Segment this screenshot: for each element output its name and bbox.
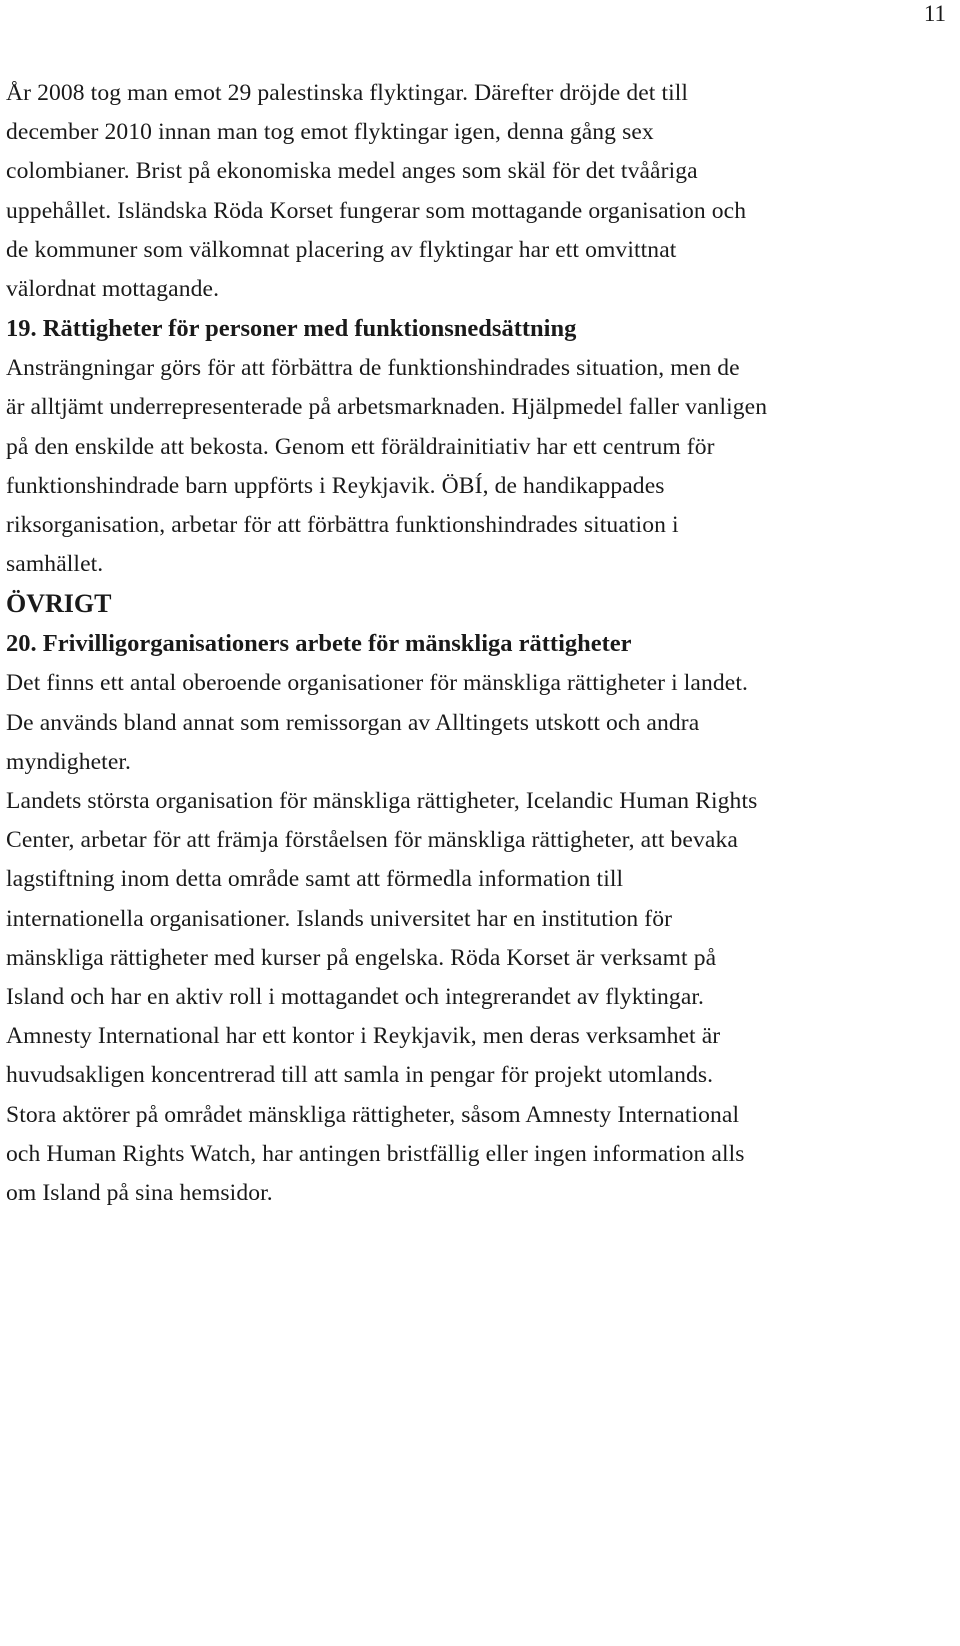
heading-ovrigt: ÖVRIGT bbox=[6, 589, 112, 619]
text-line: Center, arbetar för att främja förståelsen för mänskliga rättigheter, att bevaka bbox=[6, 827, 738, 854]
text-line: internationella organisationer. Islands universitet har en institution för bbox=[6, 905, 673, 932]
text-line: samhället. bbox=[6, 551, 104, 578]
heading-section-20: 20. Frivilligorganisationers arbete för mänskliga rättigheter bbox=[6, 630, 632, 658]
text-line: De används bland annat som remissorgan av Alltingets utskott och andra bbox=[6, 709, 700, 736]
text-line: Island och har en aktiv roll i mottagandet och integrerandet av flyktingar. bbox=[6, 984, 705, 1011]
text-line: huvudsakligen koncentrerad till att samla in pengar för projekt utomlands. bbox=[6, 1062, 714, 1089]
text-line: på den enskilde att bekosta. Genom ett föräldrainitiativ har ett centrum för bbox=[6, 433, 715, 460]
text-line: mänskliga rättigheter med kurser på engelska. Röda Korset är verksamt på bbox=[6, 944, 717, 971]
text-line: uppehållet. Isländska Röda Korset fungerar som mottagande organisation och bbox=[6, 197, 747, 224]
text-line: Det finns ett antal oberoende organisationer för mänskliga rättigheter i landet. bbox=[6, 670, 748, 697]
page-number: 11 bbox=[923, 1, 946, 26]
text-line: om Island på sina hemsidor. bbox=[6, 1180, 273, 1207]
text-line: lagstiftning inom detta område samt att förmedla information till bbox=[6, 866, 624, 893]
text-line: är alltjämt underrepresenterade på arbetsmarknaden. Hjälpmedel faller vanligen bbox=[6, 394, 768, 421]
paragraph-refugees bbox=[6, 74, 946, 309]
paragraph-disability-rights bbox=[6, 349, 946, 584]
text-line: funktionshindrade barn uppförts i Reykjavik. ÖBÍ, de handikappades bbox=[6, 472, 665, 499]
text-line: myndigheter. bbox=[6, 748, 132, 775]
paragraph-human-rights-center bbox=[6, 782, 946, 1096]
text-line: colombianer. Brist på ekonomiska medel anges som skäl för det tvååriga bbox=[6, 158, 698, 185]
text-line: Amnesty International har ett kontor i Reykjavik, men deras verksamhet är bbox=[6, 1023, 721, 1050]
document-body bbox=[6, 74, 946, 1213]
text-line: År 2008 tog man emot 29 palestinska flyktingar. Därefter dröjde det till bbox=[6, 80, 689, 106]
text-line: Landets största organisation för mänskliga rättigheter, Icelandic Human Rights bbox=[6, 788, 758, 815]
text-line: riksorganisation, arbetar för att förbättra funktionshindrades situation i bbox=[6, 512, 679, 539]
paragraph-independent-organisations bbox=[6, 664, 946, 782]
heading-section-19: 19. Rättigheter för personer med funktionsnedsättning bbox=[6, 315, 577, 343]
text-line: och Human Rights Watch, har antingen bristfällig eller ingen information alls bbox=[6, 1140, 745, 1167]
text-line: de kommuner som välkomnat placering av flyktingar har ett omvittnat bbox=[6, 236, 677, 263]
paragraph-major-actors bbox=[6, 1096, 946, 1214]
text-line: Ansträngningar görs för att förbättra de funktionshindrades situation, men de bbox=[6, 355, 740, 382]
text-line: välordnat mottagande. bbox=[6, 276, 220, 303]
text-line: Stora aktörer på området mänskliga rättigheter, såsom Amnesty International bbox=[6, 1101, 740, 1128]
text-line: december 2010 innan man tog emot flyktingar igen, denna gång sex bbox=[6, 119, 654, 146]
